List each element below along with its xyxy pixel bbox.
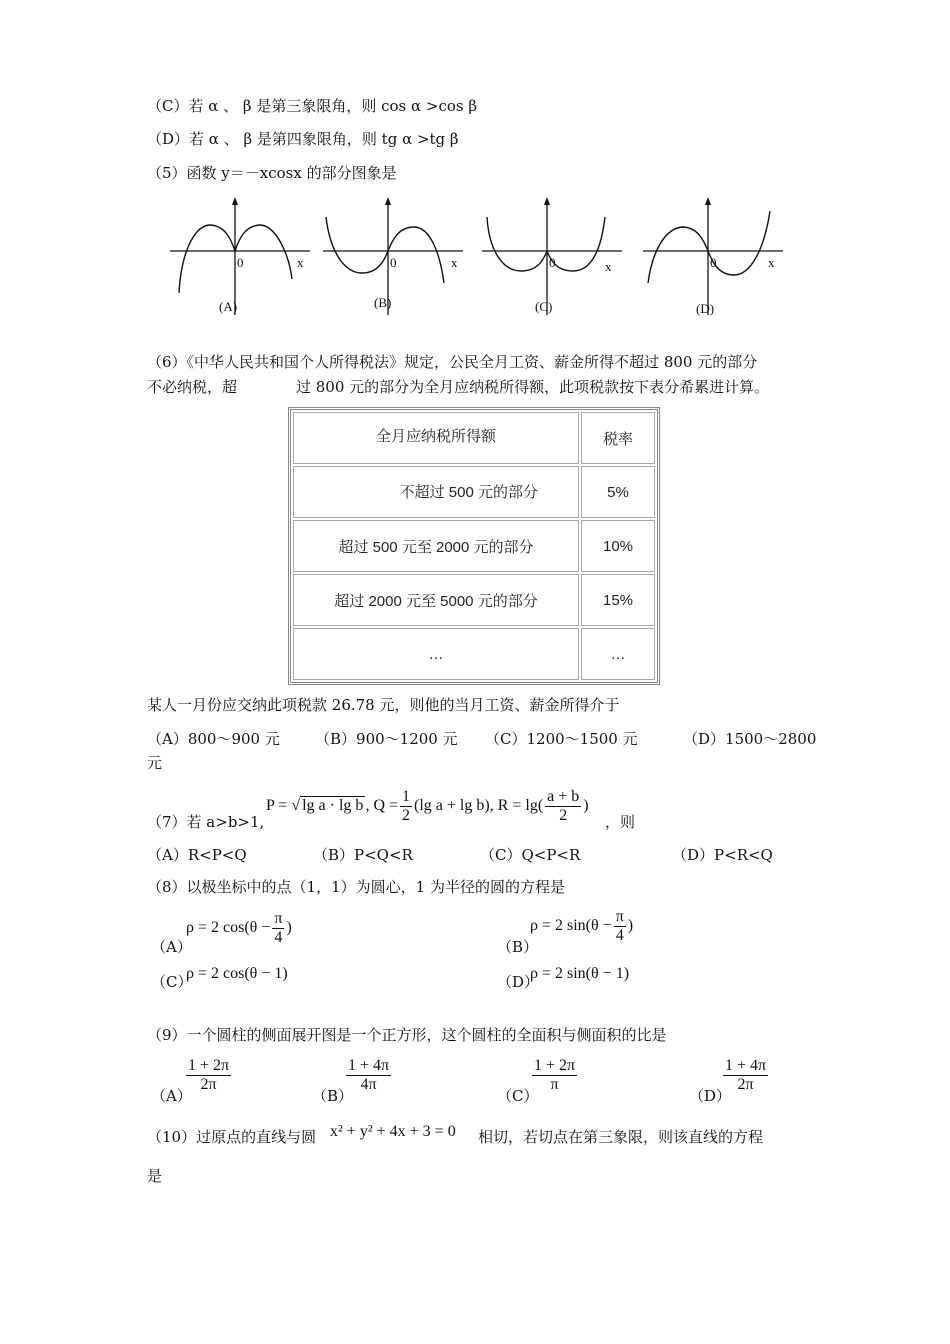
q9-a-num: 1 + 2π [188, 1057, 230, 1074]
q9-stem: （9）一个圆柱的侧面展开图是一个正方形，这个圆柱的全面积与侧面积的比是 [147, 1026, 667, 1044]
table-cell-rate: … [581, 628, 655, 680]
q8-option-b-label: （B） [497, 938, 539, 956]
q8-option-c-label: （C） [151, 973, 193, 991]
q8-option-a-label: （A） [151, 938, 192, 956]
q5-label-c: (C) [535, 299, 553, 314]
q9-b-num: 1 + 4π [348, 1057, 390, 1074]
q5-c-origin: 0 [549, 255, 556, 270]
q5-label-d: (D) [696, 301, 715, 316]
q7-r-num: a + b [547, 788, 580, 805]
table-cell-income: 超过 2000 元至 5000 元的部分 [293, 574, 579, 626]
q9-option-b-label: （B） [312, 1087, 354, 1105]
q6-stem-line2a: 不必纳税，超 [147, 378, 238, 396]
q10-formula: x² + y² + 4x + 3 = 0 [330, 1123, 456, 1140]
prev-option-c: （C）若 α 、 β 是第三象限角，则 cos α >cos β [147, 97, 478, 115]
q8-b-den: 4 [615, 927, 624, 944]
q8-a-post: ) [286, 919, 292, 937]
q7-formula-p: P = √ [266, 797, 301, 815]
table-cell-rate: 15% [581, 574, 655, 626]
q8-a-pre: ρ = 2 cos(θ − [186, 919, 271, 937]
table-header-row [293, 412, 655, 464]
q7-formula-q: , Q = [365, 797, 399, 815]
q5-d-origin: 0 [710, 255, 717, 270]
q5-graph-d [638, 195, 788, 320]
q10-stem-line2: 是 [147, 1167, 163, 1185]
table-row [293, 466, 655, 518]
q9-option-d-label: （D） [689, 1087, 732, 1105]
q5-label-a: (A) [219, 299, 238, 314]
q7-option-d: （D）P<R<Q [672, 846, 773, 864]
q10-stem-pre: （10）过原点的直线与圆 [147, 1128, 317, 1146]
q7-stem: （7）若 a>b>1, [147, 813, 265, 831]
table-cell-income: 不超过 500 元的部分 [293, 466, 579, 518]
q7-formula-q-rest: (lg a + lg b), R = lg( [414, 797, 544, 815]
table-header-income: 全月应纳税所得额 [293, 412, 579, 464]
q9-d-den: 2π [737, 1076, 754, 1093]
q5-graph-a [165, 195, 315, 320]
q8-a-den: 4 [274, 929, 283, 946]
q8-a-num: π [274, 910, 283, 927]
q8-b-post: ) [627, 917, 634, 935]
q8-option-d-formula: ρ = 2 sin(θ − 1) [530, 965, 630, 982]
prev-option-d: （D）若 α 、 β 是第四象限角，则 tg α >tg β [147, 130, 459, 148]
q5-label-b: (B) [374, 295, 392, 310]
table-cell-income: … [293, 628, 579, 680]
table-row [293, 520, 655, 572]
table-row [293, 574, 655, 626]
table-cell-income: 超过 500 元至 2000 元的部分 [293, 520, 579, 572]
q7-formula-radicand: lg a · lg b [302, 797, 364, 815]
q7-stem-tail: ，则 [605, 813, 636, 831]
q8-option-a-formula [186, 910, 292, 947]
q7-option-c: （C）Q<P<R [480, 846, 581, 864]
q5-b-axis-x: x [451, 255, 458, 270]
q7-q-num: 1 [402, 788, 411, 805]
table-cell-rate: 5% [581, 466, 655, 518]
q8-option-b-formula [530, 908, 633, 945]
table-row [293, 628, 655, 680]
q6-option-b: （B）900～1200 元 [315, 730, 458, 748]
q9-a-den: 2π [200, 1076, 217, 1093]
q7-formula [266, 788, 589, 825]
q5-c-axis-x: x [605, 259, 612, 274]
q9-option-b-formula [344, 1057, 393, 1094]
table-cell-rate: 10% [581, 520, 655, 572]
tax-rate-table [288, 407, 660, 685]
q9-option-c-label: （C） [497, 1087, 539, 1105]
q7-q-den: 2 [402, 807, 411, 824]
q8-b-num: π [615, 908, 624, 925]
q6-option-d: （D）1500～2800 [683, 730, 817, 748]
q6-option-c: （C）1200～1500 元 [485, 730, 638, 748]
q5-stem: （5）函数 y＝－xcosx 的部分图象是 [147, 164, 397, 182]
q9-option-c-formula [530, 1057, 579, 1094]
q8-option-d-label: （D） [497, 973, 540, 991]
q6-question: 某人一月份应交纳此项税款 26.78 元，则他的当月工资、薪金所得介于 [147, 696, 620, 714]
q9-option-d-formula [721, 1057, 770, 1094]
q6-stem-line1: （6）《中华人民共和国个人所得税法》规定，公民全月工资、薪金所得不超过 800 元的部分 [147, 353, 758, 371]
q5-a-axis-x: x [297, 255, 304, 270]
q7-option-a: （A）R<P<Q [147, 846, 247, 864]
q5-graph-c [477, 195, 627, 320]
q5-graph-b [318, 195, 468, 320]
q9-d-num: 1 + 4π [725, 1057, 767, 1074]
q7-option-b: （B）P<Q<R [313, 846, 413, 864]
q8-b-pre: ρ = 2 sin(θ − [530, 917, 612, 935]
q10-stem-post: 相切，若切点在第三象限，则该直线的方程 [478, 1128, 764, 1146]
q6-option-d-tail: 元 [147, 754, 163, 772]
table-header-rate: 税率 [581, 412, 655, 464]
q5-a-origin: 0 [237, 255, 244, 270]
q9-option-a-formula [184, 1057, 233, 1094]
q9-c-den: π [550, 1076, 559, 1093]
q9-c-num: 1 + 2π [534, 1057, 576, 1074]
q6-option-a: （A）800～900 元 [147, 730, 280, 748]
q9-option-a-label: （A） [151, 1087, 192, 1105]
q7-formula-r-close: ) [583, 797, 589, 815]
q8-stem: （8）以极坐标中的点（1，1）为圆心，1 为半径的圆的方程是 [147, 878, 565, 896]
q6-stem-line2b: 过 800 元的部分为全月应纳税所得额，此项税款按下表分希累进计算。 [296, 378, 770, 396]
q7-r-den: 2 [559, 807, 568, 824]
q9-b-den: 4π [360, 1076, 377, 1093]
q5-d-axis-x: x [768, 255, 775, 270]
q8-option-c-formula: ρ = 2 cos(θ − 1) [186, 965, 288, 982]
q5-b-origin: 0 [390, 255, 397, 270]
